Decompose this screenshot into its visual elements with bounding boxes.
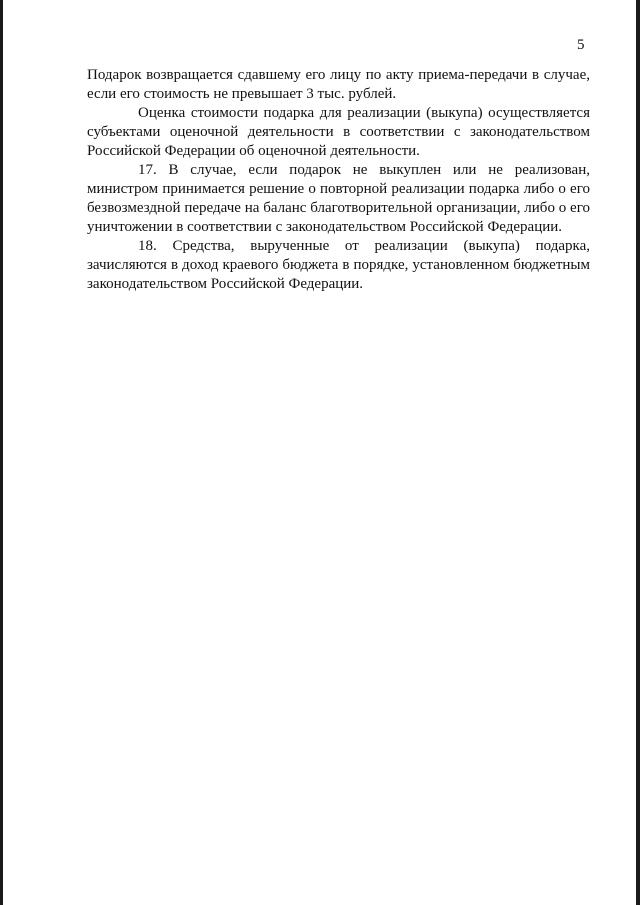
page-number: 5 (577, 37, 585, 53)
scan-edge-left (0, 0, 3, 905)
paragraph-item-18: 18. Средства, вырученные от реализации (выкупа) подарка, зачисляются в доход краевого бюджета в порядке, установленном бюджетным законодательством Российской Федерации. (87, 238, 590, 292)
paragraph-item-17: 17. В случае, если подарок не выкуплен или не реализован, министром принимается решение о повторной реализации подарка либо о его безвозмездной передаче на баланс благотворительной организации, либо о его уничтожении в соответствии с законодательством Российской Федерации. (87, 162, 590, 235)
paragraph-gift-return: Подарок возвращается сдавшему его лицу по акту приема-передачи в случае, если его стоимость не превышает 3 тыс. рублей. (87, 67, 590, 102)
document-body (87, 66, 590, 294)
paragraph-valuation: Оценка стоимости подарка для реализации (выкупа) осуществляется субъектами оценочной деятельности в соответствии с законодательством Российской Федерации об оценочной деятельности. (87, 105, 590, 159)
scan-edge-right (636, 0, 640, 905)
